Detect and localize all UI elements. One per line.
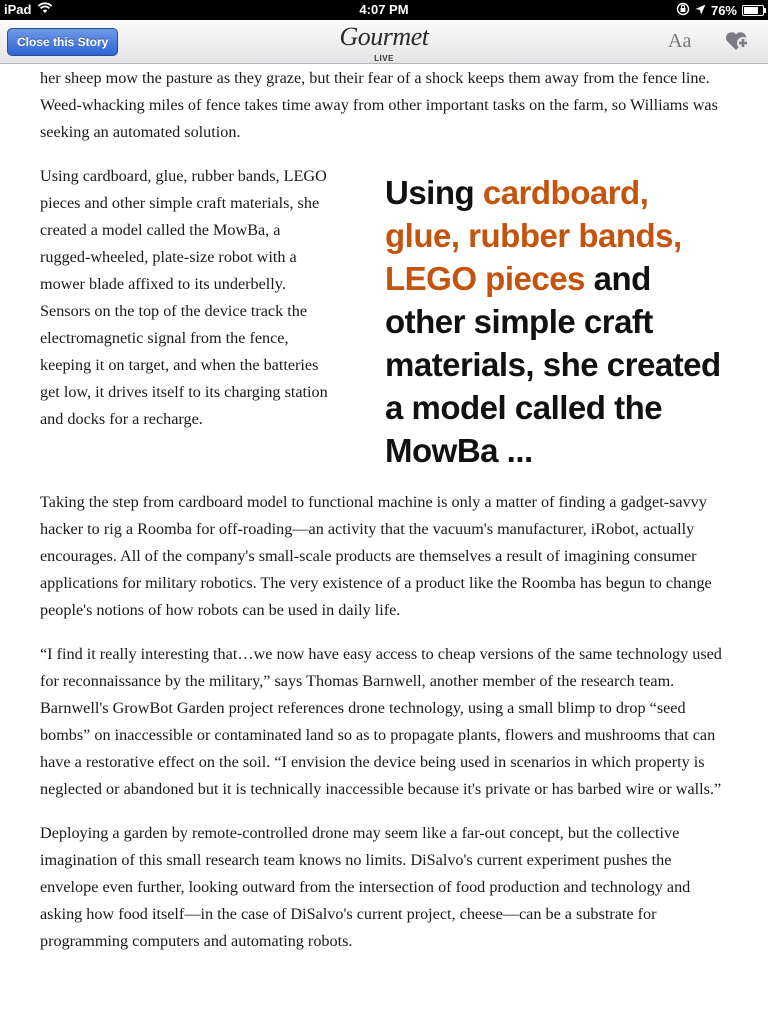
orientation-lock-icon <box>676 2 690 19</box>
location-arrow-icon <box>695 3 706 18</box>
battery-percent: 76% <box>710 3 737 18</box>
pull-quote <box>385 171 730 472</box>
battery-icon <box>742 5 764 16</box>
device-name: iPad <box>4 2 32 17</box>
font-size-button[interactable]: Aa <box>668 30 692 52</box>
gourmet-live-logo <box>0 22 768 70</box>
clock: 4:07 PM <box>359 2 409 17</box>
pull-quote-highlight: cardboard, glue, rubber bands, LEGO pieces <box>385 174 682 297</box>
close-story-button[interactable]: Close this Story <box>7 28 118 56</box>
article-paragraph: Using cardboard, glue, rubber bands, LEGO pieces and other simple craft materials, she created a model called the MowBa, a rugged-wheeled, plate-size robot with a mower blade affixed to its underbelly. Sensors on the top of the device track the electromagnetic signal from the fence, keeping it on target, and when the batteries get low, it drives itself to its charging station and docks for a recharge. <box>40 167 328 428</box>
article-paragraph: Taking the step from cardboard model to functional machine is only a matter of finding a gadget-savvy hacker to rig a Roomba for off-roading—an activity that the vacuum's manufacturer, iRobot, actually encourages. All of the company's small-scale products are themselves a result of imagining consumer applications for military robotics. The very existence of a product like the Roomba has begun to change people's notions of how robots can be used in daily life. <box>40 493 712 619</box>
pull-quote-text: and other simple craft materials, she created a model called the MowBa ... <box>385 260 721 469</box>
status-bar <box>0 0 768 20</box>
article-paragraph: “I find it really interesting that…we now have easy access to cheap versions of the same technology used for reconnaissance by the military,” says Thomas Barnwell, another member of the research team. Barnwell's GrowBot Garden project references drone technology, using a small blimp to drop “seed bombs” on inaccessible or contaminated land so as to propagate plants, flowers and mushrooms that can have a restorative effect on the soil. “I envision the device being used in scenarios in which property is neglected or abandoned but it is technically inaccessible because it's private or has barbed wire or walls.” <box>40 645 722 798</box>
article-paragraph: Deploying a garden by remote-controlled drone may seem like a far-out concept, but the collective imagination of this small research team knows no limits. DiSalvo's current experiment pushes the envelope even further, looking outward from the intersection of food production and technology and asking how food itself—in the case of DiSalvo's current project, cheese—can be a substrate for programming computers and automating robots. <box>40 824 691 950</box>
pull-quote-text: Using <box>385 174 483 211</box>
article-paragraph: her sheep mow the pasture as they graze, but their fear of a shock keeps them away from the fence line. Weed-whacking miles of fence takes time away from other important tasks on the farm, so Williams was seeking an automated solution. <box>40 69 718 141</box>
logo-subtext: LIVE <box>374 54 394 63</box>
heart-plus-icon[interactable] <box>724 30 750 52</box>
toolbar <box>0 20 768 64</box>
article-left-column <box>40 163 330 433</box>
logo-text: Gourmet <box>339 22 429 51</box>
article-body <box>40 65 730 972</box>
